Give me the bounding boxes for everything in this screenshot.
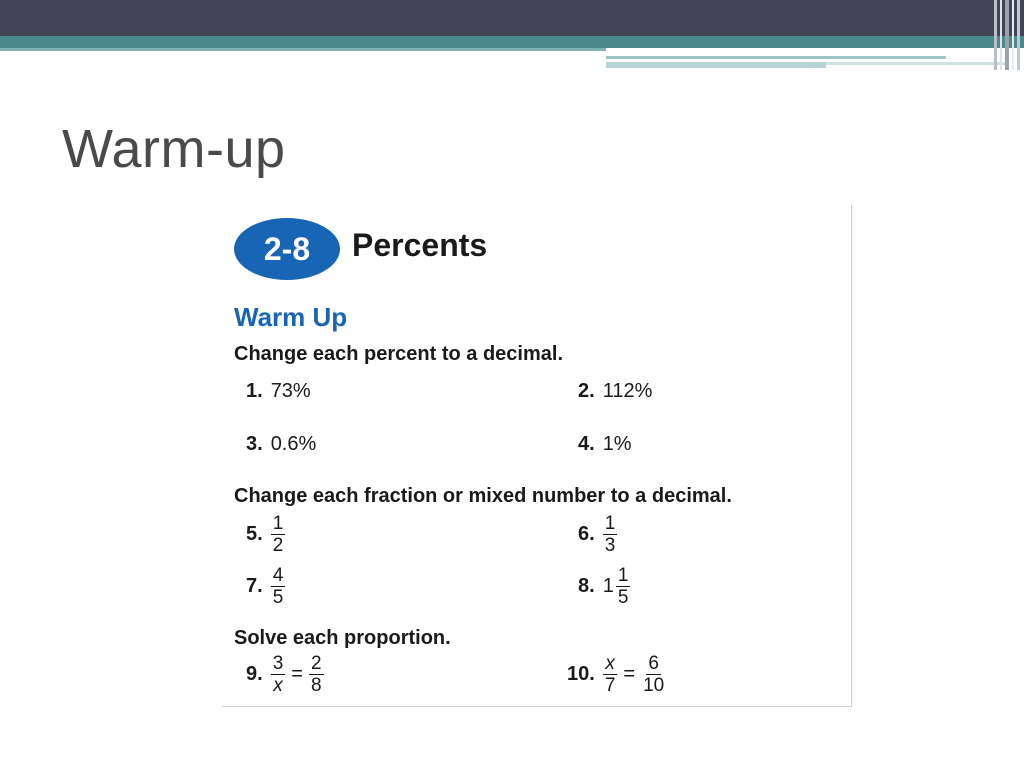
header-accent-bar [0, 36, 1024, 48]
problem-value: 0.6% [270, 433, 317, 455]
problem-number: 4. [578, 433, 595, 455]
denominator: x [273, 675, 283, 696]
header-accent-line [0, 48, 606, 51]
problem-number: 5. [246, 523, 263, 545]
problem-number: 6. [578, 523, 595, 545]
problem-9 [246, 653, 324, 696]
header-strip [606, 48, 1024, 56]
fraction [641, 653, 666, 696]
header-vertical-stripes [994, 0, 1024, 70]
header-bar [0, 0, 1024, 36]
equals-sign: = [623, 663, 636, 685]
denominator: 10 [643, 675, 665, 696]
problem-7 [246, 565, 285, 608]
fraction [271, 653, 286, 696]
numerator: x [605, 653, 615, 674]
lesson-number-badge: 2-8 [234, 218, 340, 280]
problem-number: 9. [246, 663, 263, 685]
numerator: 1 [617, 565, 629, 586]
header-strip [606, 62, 826, 68]
instruction-fraction: Change each fraction or mixed number to a decimal. [234, 485, 732, 507]
problem-3 [246, 433, 316, 456]
worksheet-image [222, 205, 852, 707]
numerator: 6 [648, 653, 659, 674]
fraction [603, 653, 618, 696]
denominator: 5 [617, 587, 629, 608]
fraction [309, 653, 324, 696]
numerator: 3 [272, 653, 284, 674]
header-strip [606, 56, 946, 59]
instruction-proportion: Solve each proportion. [234, 627, 451, 649]
problem-6 [578, 513, 617, 556]
problem-10 [567, 653, 666, 696]
numerator: 4 [272, 565, 284, 586]
denominator: 7 [604, 675, 616, 696]
problem-number: 7. [246, 575, 263, 597]
problem-value: 73% [270, 380, 311, 402]
problem-value: 1% [602, 433, 632, 455]
problem-number: 2. [578, 380, 595, 402]
lesson-title: Percents [352, 227, 488, 263]
denominator: 8 [310, 675, 322, 696]
numerator: 2 [310, 653, 322, 674]
problem-number: 1. [246, 380, 263, 402]
denominator: 3 [604, 535, 616, 556]
denominator: 5 [272, 587, 284, 608]
problem-4 [578, 433, 632, 456]
problem-number: 8. [578, 575, 595, 597]
whole-number: 1 [602, 575, 614, 597]
slide-title: Warm-up [62, 119, 286, 179]
instruction-percent: Change each percent to a decimal. [234, 343, 563, 365]
equals-sign: = [291, 663, 303, 685]
fraction [616, 565, 631, 608]
problem-number: 3. [246, 433, 263, 455]
section-heading: Warm Up [234, 302, 348, 332]
numerator: 1 [604, 513, 616, 534]
problem-8 [578, 565, 630, 608]
fraction [271, 565, 286, 608]
header-strip [826, 62, 1006, 65]
problem-number: 10. [567, 663, 595, 685]
fraction [603, 513, 618, 556]
problem-value: 112% [602, 380, 653, 402]
denominator: 2 [272, 535, 284, 556]
problem-1 [246, 380, 311, 403]
problem-5 [246, 513, 285, 556]
numerator: 1 [272, 513, 284, 534]
fraction [271, 513, 286, 556]
problem-2 [578, 380, 652, 403]
